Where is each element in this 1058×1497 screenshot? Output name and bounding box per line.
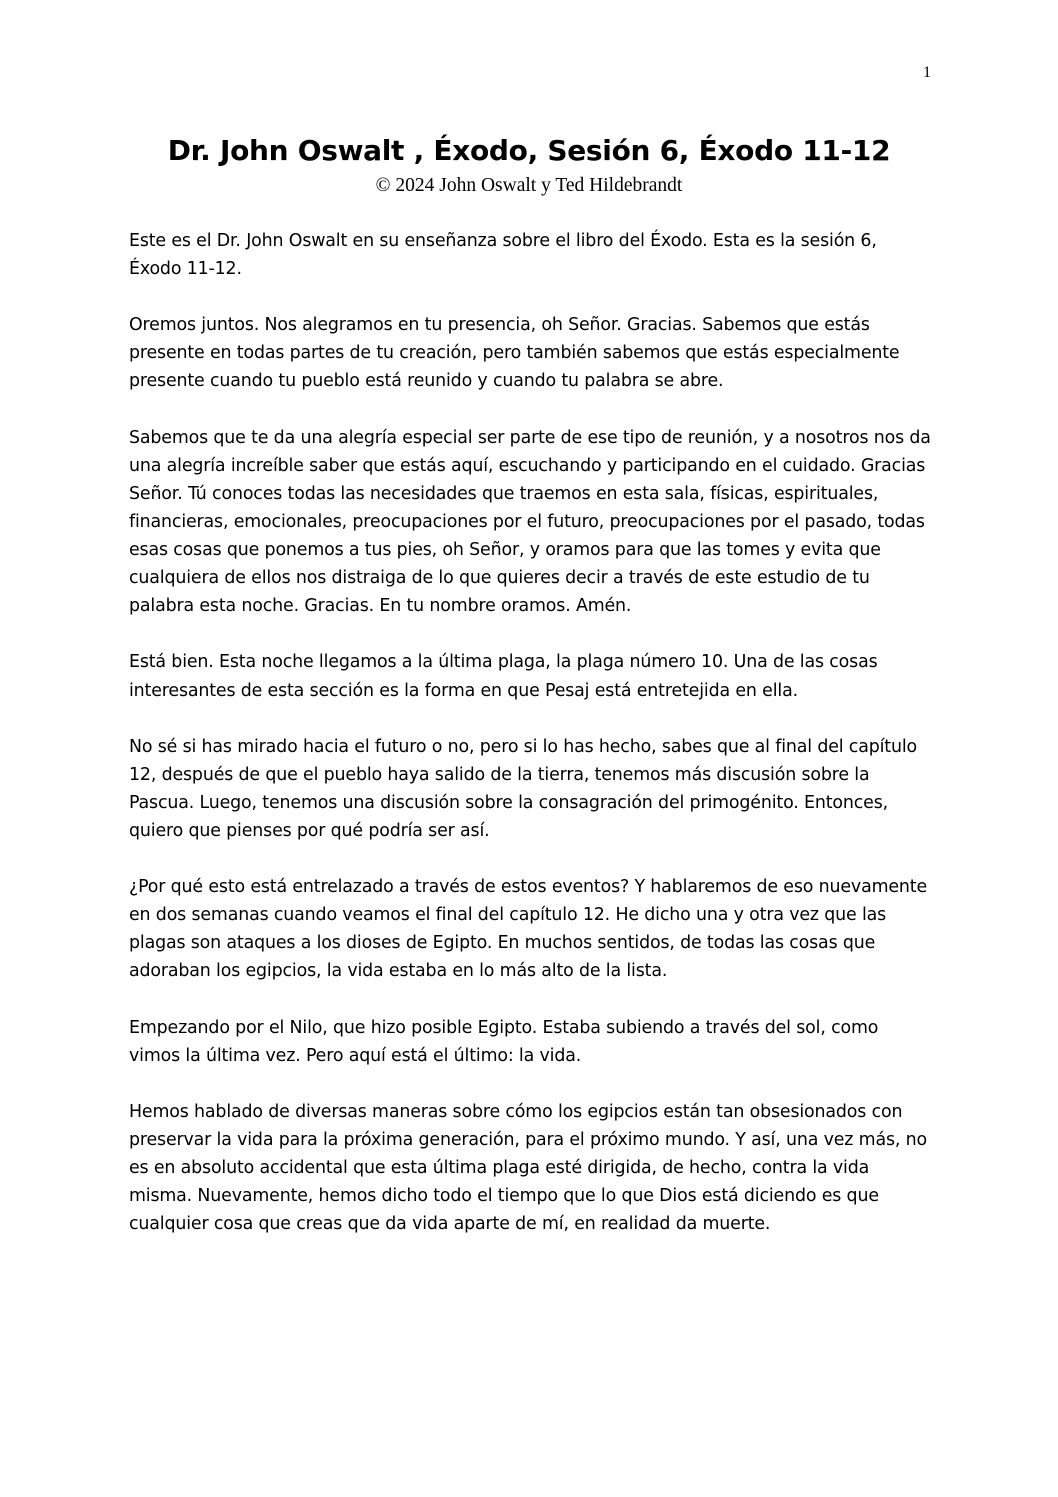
paragraph-prayer-body: Sabemos que te da una alegría especial ser parte de ese tipo de reunión, y a nosotros nos da una alegría increíble saber que estás aquí, escuchando y participando en el cuidado. Gracias Señor. Tú conoces todas las necesidades que traemos en esta sala, físicas, espirituales, financieras, emocionales, preocupaciones por el futuro, preocupaciones por el pasado, todas esas cosas que ponemos a tus pies, oh Señor, y oramos para que las tomes y evita que cualquiera de ellos nos distraiga de lo que quieres decir a través de este estudio de tu palabra esta noche. Gracias. En tu nombre oramos. Amén. (129, 427, 931, 617)
document-body (129, 227, 934, 1266)
paragraph-last-plague: Está bien. Esta noche llegamos a la última plaga, la plaga número 10. Una de las cosas interesantes de esta sección es la forma en que Pesaj está entretejida en ella. (129, 652, 878, 701)
paragraph-interwoven: ¿Por qué esto está entrelazado a través de estos eventos? Y hablaremos de eso nuevamente en dos semanas cuando veamos el final del capítulo 12. He dicho una y otra vez que las plagas son ataques a los dioses de Egipto. En muchos sentidos, de todas las cosas que adoraban los egipcios, la vida estaba en lo más alto de la lista. (129, 877, 928, 982)
paragraph-intro: Este es el Dr. John Oswalt en su enseñanza sobre el libro del Éxodo. Esta es la sesión 6, Éxodo 11-12. (129, 231, 877, 280)
paragraph-nile: Empezando por el Nilo, que hizo posible Egipto. Estaba subiendo a través del sol, como vimos la última vez. Pero aquí está el último: la vida. (129, 1017, 879, 1066)
copyright-line: © 2024 John Oswalt y Ted Hildebrandt (375, 175, 683, 196)
paragraph-life: Hemos hablado de diversas maneras sobre cómo los egipcios están tan obsesionados con preservar la vida para la próxima generación, para el próximo mundo. Y así, una vez más, no es en absoluto accidental que esta última plaga esté dirigida, de hecho, contra la vida misma. Nuevamente, hemos dicho todo el tiempo que lo que Dios está diciendo es que cualquier cosa que creas que da vida aparte de mí, en realidad da muerte. (129, 1101, 927, 1235)
document-title: Dr. John Oswalt , Éxodo, Sesión 6, Éxodo 11-12 (167, 134, 891, 167)
paragraph-prayer-opening: Oremos juntos. Nos alegramos en tu presencia, oh Señor. Gracias. Sabemos que estás presente en todas partes de tu creación, pero también sabemos que estás especialmente presente cuando tu pueblo está reunido y cuando tu palabra se abre. (129, 315, 900, 392)
paragraph-chapter-12: No sé si has mirado hacia el futuro o no, pero si lo has hecho, sabes que al final del capítulo 12, después de que el pueblo haya salido de la tierra, tenemos más discusión sobre la Pascua. Luego, tenemos una discusión sobre la consagración del primogénito. Entonces, quiero que pienses por qué podría ser así. (129, 736, 918, 841)
page-number: 1 (923, 64, 931, 81)
